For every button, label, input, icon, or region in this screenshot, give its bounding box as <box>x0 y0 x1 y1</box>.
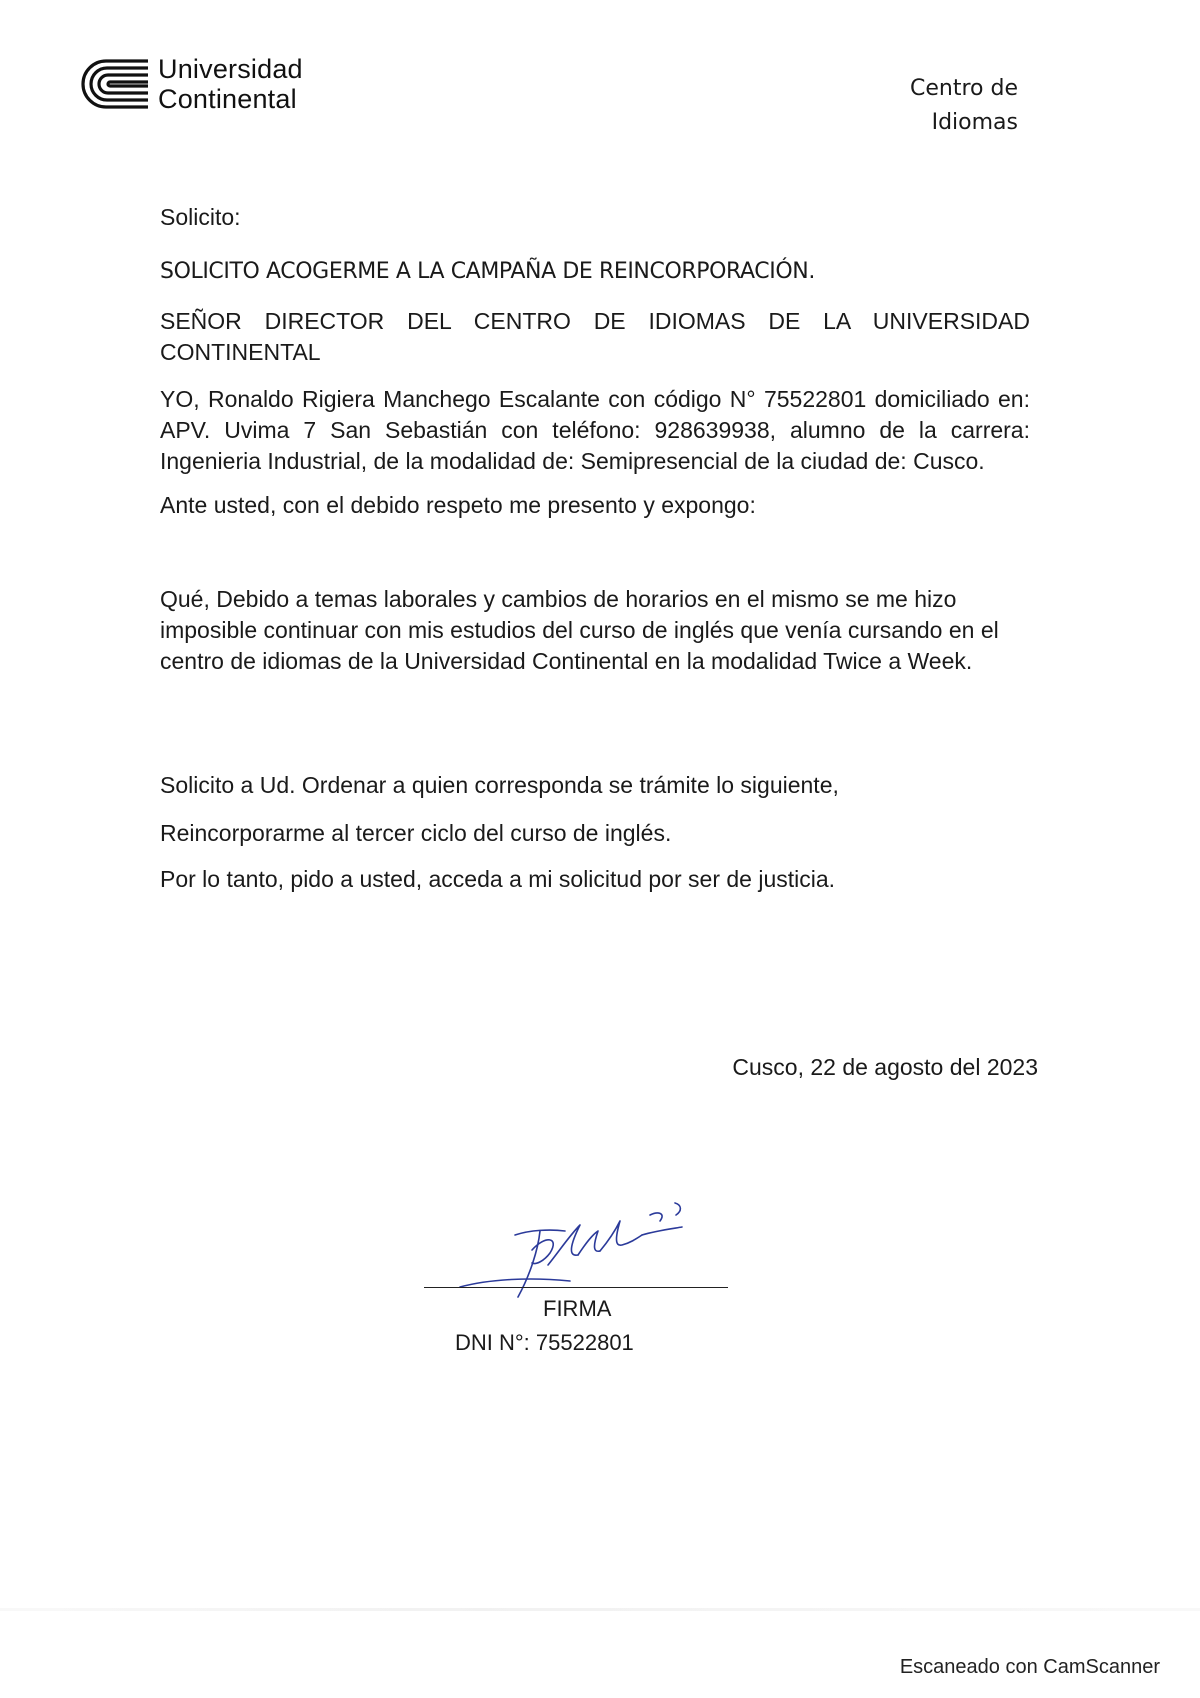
university-name-line1: Universidad <box>158 54 303 84</box>
request-paragraph: Reincorporarme al tercer ciclo del curso de inglés. <box>160 820 672 846</box>
scan-edge-divider <box>0 1608 1200 1611</box>
reason-paragraph: Qué, Debido a temas laborales y cambios de horarios en el mismo se me hizo imposible continuar con mis estudios del curso de inglés que venía cursando en el centro de idiomas de la Universidad Continental en la modalidad Twice a Week. <box>160 586 999 674</box>
intro-paragraph: Ante usted, con el debido respeto me presento y expongo: <box>160 492 756 518</box>
university-name-line2: Continental <box>158 84 297 114</box>
place-date: Cusco, 22 de agosto del 2023 <box>732 1054 1038 1080</box>
handwritten-signature <box>420 1195 740 1305</box>
signature-line <box>424 1287 728 1288</box>
letter-subject: SOLICITO ACOGERME A LA CAMPAÑA DE REINCORPORACIÓN. <box>160 259 815 284</box>
scanner-watermark: Escaneado con CamScanner <box>899 1656 1160 1678</box>
identification-paragraph: YO, Ronaldo Rigiera Manchego Escalante con código N° 75522801 domiciliado en: APV. Uvima 7 San Sebastián con teléfono: 928639938, alumno de la carrera: Ingenieria Industrial, de la modalidad de: Semipresencial de la ciudad de: Cusco. <box>160 386 1030 474</box>
department-name <box>910 72 1018 140</box>
letter-addressee: SEÑOR DIRECTOR DEL CENTRO DE IDIOMAS DE LA UNIVERSIDAD CONTINENTAL <box>160 308 1030 365</box>
university-logo-icon <box>78 58 150 110</box>
closing-paragraph: Por lo tanto, pido a usted, acceda a mi solicitud por ser de justicia. <box>160 866 836 892</box>
university-logo <box>78 54 303 114</box>
department-line1: Centro de <box>910 76 1018 101</box>
university-name <box>158 54 303 114</box>
department-line2: Idiomas <box>931 110 1018 135</box>
dni-number: DNI N°: 75522801 <box>455 1330 634 1355</box>
signature-label: FIRMA <box>543 1296 612 1321</box>
solicito-label: Solicito: <box>160 204 241 230</box>
request-intro: Solicito a Ud. Ordenar a quien corresponda se trámite lo siguiente, <box>160 772 839 798</box>
